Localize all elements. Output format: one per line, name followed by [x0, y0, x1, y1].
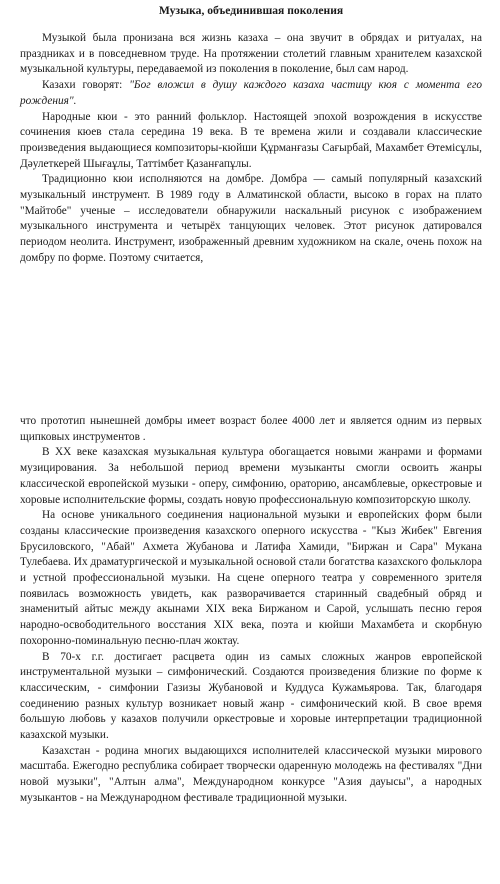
- paragraph-folk-kui: Народные кюи - это ранний фольклор. Настоящей эпохой возрождения в искусстве сочинения кюев стала середина 19 века. В те времена жили и создавали классические произведения выдающиеся композиторы-кюйши Құрманғазы Сағырбай, Махамбет Өтемісұлы, Дәулеткерей Шығаұлы, Таттімбет Қазанғапұлы.: [20, 110, 482, 170]
- paragraph-dombra: Традиционно кюи исполняются на домбре. Домбра — самый популярный казахский музыкальный инструмент. В 1989 году в Алматинской области, высоко в горах на плато "Майтобе" ученые – исследователи обнаружили наскальный рисунок с изображением музыкального инструмента и четырёх танцующих человек. Этот рисунок датировался периодом неолита. Инструмент, изображенный древним художником на скале, очень похож на домбру по форме. Поэтому считается,: [20, 173, 482, 264]
- document-page-1: [0, 0, 500, 322]
- article-title: Музыка, объединившая поколения: [158, 4, 344, 17]
- paragraph-music-life: Музыкой была пронизана вся жизнь казаха – она звучит в обрядах и ритуалах, на праздниках и в повседневном труде. На протяжении столетий главным хранителем казахской музыкальной культуры, передаваемой из поколения в поколение, был сам народ.: [20, 32, 482, 76]
- paragraph-opera: На основе уникального соединения национальной музыки и европейских форм были созданы классические произведения казахского оперного искусства - "Кыз Жибек" Евгения Брусиловского, "Абай" Ахмета Жубанова и Латифа Хамиди, "Биржан и Сара" Мукана Тулебаева. Их драматургической и музыкальной основой стали богатства казахского фольклора и устной профессиональной музыки. На сцене оперного театра у современного зрителя появилась возможность увидеть, как разворачивается старинный свадебный обряд и знаменитый айтыс между акынами XIX века Биржаном и Сарой, услышать песню героя народно-освободительного восстания XIX века, поэта и кюйши Махамбета и скорбную похоронно-поминальную песню-плач жоктау.: [20, 509, 482, 647]
- paragraph-dombra-continued: что прототип нынешней домбры имеет возраст более 4000 лет и является одним из первых щипковых инструментов .: [20, 415, 482, 443]
- paragraph-performers: Казахстан - родина многих выдающихся исполнителей классической музыки мирового масштаба. Ежегодно республика собирает творчески одаренную молодежь на фестивалях "Дни новой музыки", "Алтын алма", Международном конкурсе "Азия дауысы", а народных музыкантов - на Международном фестивале традиционной музыки.: [20, 744, 482, 804]
- saying-lead: Казахи говорят:: [42, 79, 130, 92]
- page-break: [0, 322, 500, 414]
- document-page-2: [0, 414, 500, 884]
- saying-quote: "Бог вложил в душу каждого казаха частицу кюя с момента его рождения".: [20, 79, 482, 107]
- paragraph-kazakh-saying: [20, 78, 482, 109]
- paragraph-twentieth-century: В XX веке казахская музыкальная культура обогащается новыми жанрами и формами музицирования. За небольшой период времени музыканты смогли освоить жанры классической европейской музыки - оперу, симфонию, ораторию, ансамблевые, оркестровые и хоровые исполнительские формы, создать новую профессиональную композиторскую школу.: [20, 446, 482, 506]
- paragraph-symphonic: В 70-х г.г. достигает расцвета один из самых сложных жанров европейской инструментальной музыки – симфонический. Создаются произведения близкие по форме к классическим, - симфонии Газизы Жубановой и Куддуса Кужамьярова. Так, благодаря соединению разных культур возникает новый жанр - симфонический кюй. В свое время большую любовь у казахов получили оркестровые и хоровые интерпретации традиционной казахской музыки.: [20, 650, 482, 742]
